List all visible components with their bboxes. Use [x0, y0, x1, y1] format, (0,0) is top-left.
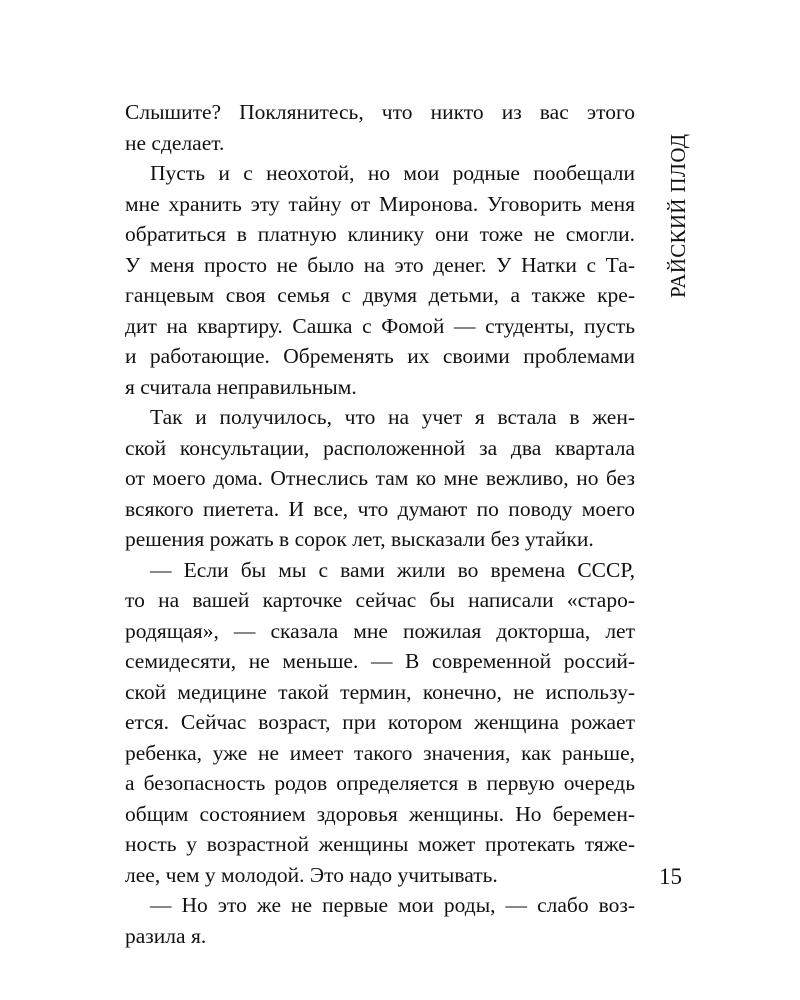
- text-line: ребенка, уже не имеет такого значения, как раньше,: [125, 740, 635, 765]
- text-line: я считала неправильным.: [125, 374, 357, 399]
- text-line: всякого пиетета. И все, что думают по поводу моего: [125, 496, 635, 521]
- text-line: ской медицине такой термин, конечно, не использу-: [125, 679, 635, 704]
- text-line: Так и получилось, что на учет я встала в жен-: [150, 405, 635, 429]
- text-line: ность у возрастной женщины может протекать тяже-: [125, 832, 635, 856]
- text-line: не сделает.: [125, 130, 225, 155]
- text-line: мне хранить эту тайну от Миронова. Уговорить меня: [125, 191, 635, 216]
- text-line: общим состоянием здоровья женщины. Но беремен-: [125, 801, 635, 826]
- text-line: ганцевым своя семья с двумя детьми, а также кре-: [125, 283, 635, 307]
- text-line: семидесяти, не меньше. — В современной россий-: [125, 649, 635, 673]
- text-line: ской консультации, расположенной за два квартала: [125, 435, 635, 460]
- text-line: лее, чем у молодой. Это надо учитывать.: [125, 862, 498, 887]
- body-text: [125, 97, 635, 951]
- running-head: РАЙСКИЙ ПЛОД: [666, 133, 690, 298]
- text-line: от моего дома. Отнеслись там ко мне вежливо, но без: [125, 466, 635, 490]
- text-line: то на вашей карточке сейчас бы написали «старо-: [125, 588, 635, 612]
- text-line: Пусть и с неохотой, но мои родные пообещали: [150, 161, 635, 185]
- text-line: — Если бы мы с вами жили во времена СССР,: [150, 557, 635, 582]
- text-line: — Но это же не первые мои роды, — слабо воз-: [150, 893, 635, 917]
- text-line: решения рожать в сорок лет, высказали без утайки.: [125, 527, 594, 551]
- text-line: родящая», — сказала мне пожилая докторша, лет: [125, 618, 635, 643]
- text-line: ется. Сейчас возраст, при котором женщина рожает: [125, 710, 635, 734]
- text-line: и работающие. Обременять их своими проблемами: [125, 344, 635, 368]
- text-line: Слышите? Поклянитесь, что никто из вас этого: [125, 100, 635, 124]
- page-number: 15: [659, 864, 682, 889]
- text-line: разила я.: [125, 923, 207, 948]
- text-line: У меня просто не было на это денег. У Натки с Та-: [125, 252, 635, 277]
- text-line: а безопасность родов определяется в первую очередь: [125, 771, 635, 795]
- text-line: обратиться в платную клинику они тоже не смогли.: [125, 222, 635, 246]
- text-line: дит на квартиру. Сашка с Фомой — студенты, пусть: [125, 313, 635, 338]
